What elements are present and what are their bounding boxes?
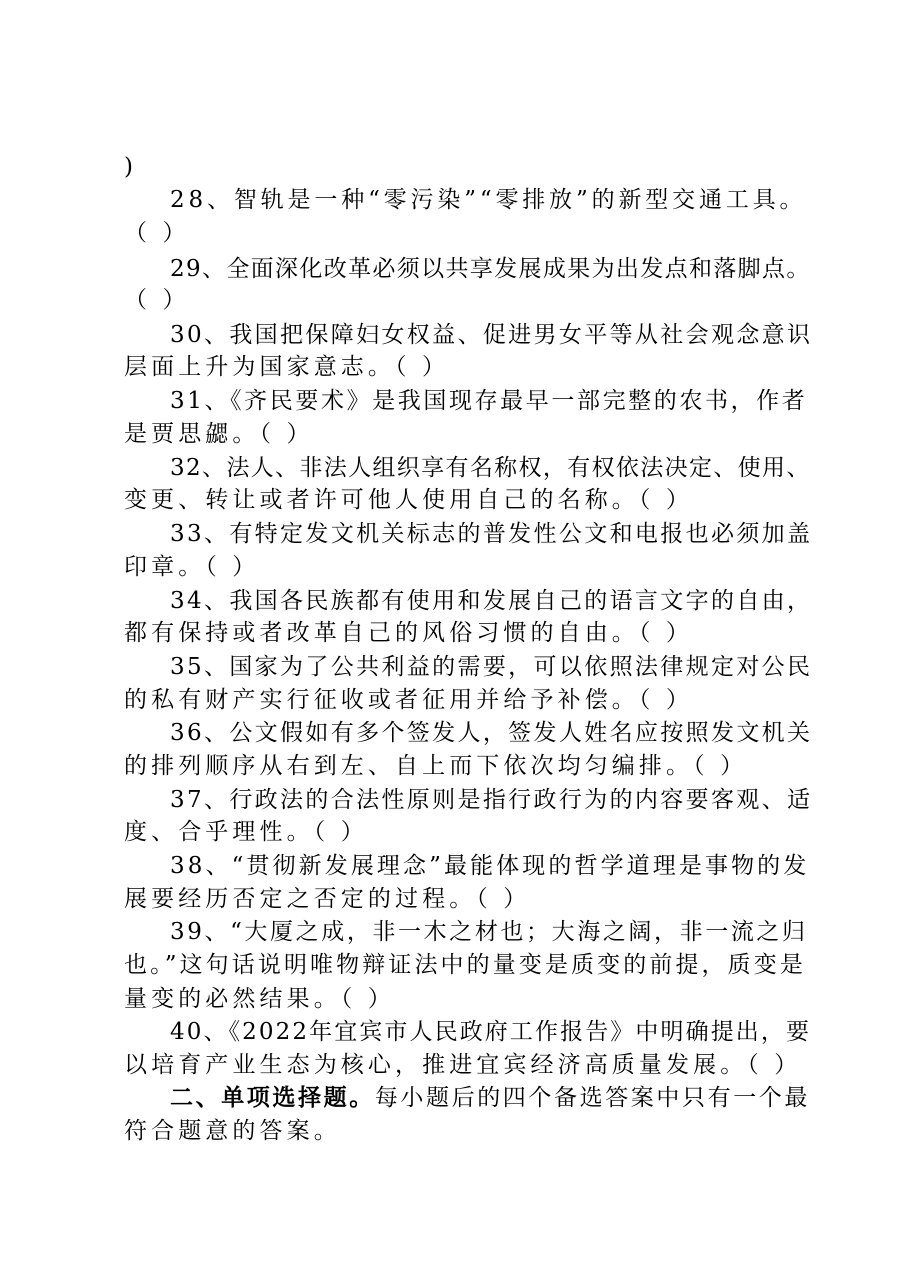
section-description-line-2: 符合题意的答案。 <box>124 1118 341 1144</box>
question-30-line-1: 30、我国把保障妇女权益、促进男女平等从社会观念意识 <box>170 322 813 348</box>
question-28-line-2: （ ） <box>124 220 190 246</box>
question-29-line-2: （ ） <box>124 287 190 313</box>
question-40-line-1: 40、《2022年宜宾市人民政府工作报告》中明确提出，要 <box>170 1019 812 1045</box>
question-32-line-1: 32、法人、非法人组织享有名称权，有权依法决定、使用、 <box>170 455 811 481</box>
question-38-line-2: 展要经历否定之否定的过程。（ ） <box>124 886 531 912</box>
question-30-line-2: 层面上升为国家意志。（ ） <box>124 354 450 380</box>
question-32-line-2: 变更、转让或者许可他人使用自己的名称。（ ） <box>124 487 694 513</box>
question-37-line-2: 度、合乎理性。（ ） <box>124 819 368 845</box>
question-35-line-2: 的私有财产实行征收或者征用并给予补偿。（ ） <box>124 687 694 713</box>
section-description: 每小题后的四个备选答案中只有一个最 <box>374 1085 811 1111</box>
question-33-line-2: 印章。（ ） <box>124 554 260 580</box>
question-39-line-1: 39、“大厦之成，非一木之材也；大海之阔，非一流之归 <box>170 919 808 945</box>
continuation-paren: ) <box>124 154 138 180</box>
question-34-line-1: 34、我国各民族都有使用和发展自己的语言文字的自由， <box>170 588 813 614</box>
question-40-line-2: 以培育产业生态为核心，推进宜宾经济高质量发展。（ ） <box>124 1052 802 1078</box>
section-heading: 二、单项选择题。 <box>170 1084 375 1111</box>
section-heading-line <box>170 1082 810 1114</box>
question-34-line-2: 都有保持或者改革自己的风俗习惯的自由。（ ） <box>124 620 694 646</box>
question-33-line-1: 33、有特定发文机关标志的普发性公文和电报也必须加盖 <box>170 521 813 547</box>
question-38-line-1: 38、“贯彻新发展理念”最能体现的哲学道理是事物的发 <box>170 853 810 879</box>
question-31-line-1: 31、《齐民要术》是我国现存最早一部完整的农书，作者 <box>170 388 808 414</box>
question-39-line-3: 量变的必然结果。（ ） <box>124 986 395 1012</box>
question-28-line-1: 28、智轨是一种“零污染”“零排放”的新型交通工具。 <box>170 187 807 213</box>
question-36-line-2: 的排列顺序从右到左、自上而下依次均匀编排。（ ） <box>124 753 748 779</box>
question-31-line-2: 是贾思勰。（ ） <box>124 421 314 447</box>
question-39-line-2: 也。”这句话说明唯物辩证法中的量变是质变的前提，质变是 <box>124 952 806 978</box>
question-29-line-1: 29、全面深化改革必须以共享发展成果为出发点和落脚点。 <box>170 256 811 282</box>
question-37-line-1: 37、行政法的合法性原则是指行政行为的内容要客观、适 <box>170 787 813 813</box>
question-35-line-1: 35、国家为了公共利益的需要，可以依照法律规定对公民 <box>170 654 813 680</box>
question-36-line-1: 36、公文假如有多个签发人，签发人姓名应按照发文机关 <box>170 720 813 746</box>
